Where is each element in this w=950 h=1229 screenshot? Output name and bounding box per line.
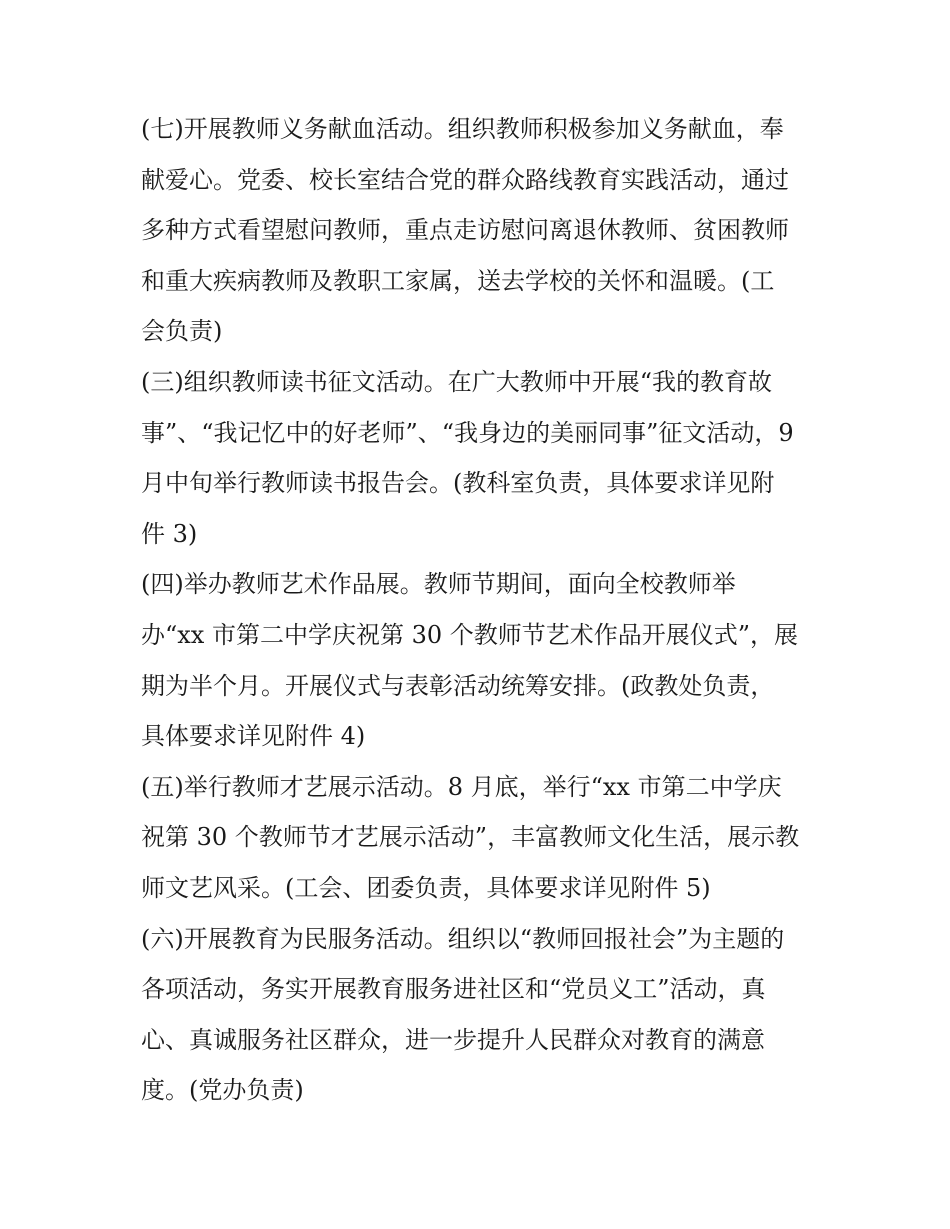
text-line: 会负责) bbox=[141, 317, 223, 346]
text-line: (七)开展教师义务献血活动。组织教师积极参加义务献血，奉 bbox=[141, 115, 784, 143]
text-line: (三)组织教师读书征文活动。在广大教师中开展“我的教育故 bbox=[141, 367, 772, 396]
text-line: 师文艺风采。(工会、团委负责，具体要求详见附件 5) bbox=[141, 873, 711, 902]
text-line: 事”、“我记忆中的好老师”、“我身边的美丽同事”征文活动，9 bbox=[141, 418, 794, 447]
text-line: 具体要求详见附件 4) bbox=[141, 722, 366, 751]
text-line: 献爱心。党委、校长室结合党的群众路线教育实践活动，通过 bbox=[141, 165, 789, 194]
text-line: (五)举行教师才艺展示活动。8 月底，举行“xx 市第二中学庆 bbox=[141, 772, 782, 801]
text-line: (四)举办教师艺术作品展。教师节期间，面向全校教师举 bbox=[141, 570, 736, 599]
text-line: 办“xx 市第二中学庆祝第 30 个教师节艺术作品开展仪式”，展 bbox=[141, 620, 799, 649]
text-line: 和重大疾病教师及教职工家属，送去学校的关怀和温暖。(工 bbox=[141, 266, 775, 295]
document-body bbox=[141, 104, 813, 1116]
text-line: 多种方式看望慰问教师，重点走访慰问离退休教师、贫困教师 bbox=[141, 216, 789, 245]
text-line: 各项活动，务实开展教育服务进社区和“党员义工”活动，真 bbox=[141, 975, 766, 1004]
text-line: 期为半个月。开展仪式与表彰活动统筹安排。(政教处负责， bbox=[141, 671, 775, 700]
text-line: 月中旬举行教师读书报告会。(教科室负责，具体要求详见附 bbox=[141, 469, 775, 498]
text-line: 度。(党办负责) bbox=[141, 1076, 304, 1105]
text-line: 件 3) bbox=[141, 519, 198, 548]
text-line: 祝第 30 个教师节才艺展示活动”，丰富教师文化生活，展示教 bbox=[141, 823, 800, 852]
text-line: (六)开展教育为民服务活动。组织以“教师回报社会”为主题的 bbox=[141, 924, 785, 953]
text-line: 心、真诚服务社区群众，进一步提升人民群众对教育的满意 bbox=[141, 1025, 765, 1054]
